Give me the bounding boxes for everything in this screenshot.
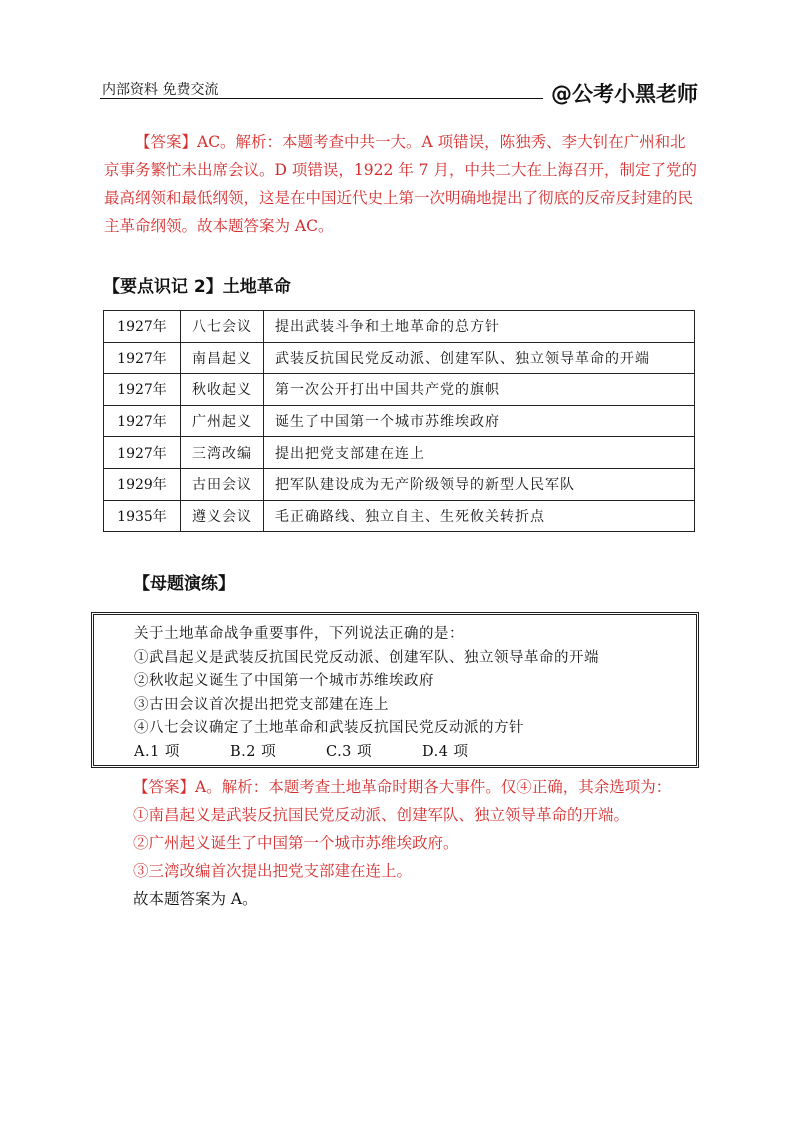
- year-cell: 1927年: [104, 437, 181, 469]
- description-cell: 武装反抗国民党反动派、创建军队、独立领导革命的开端: [264, 342, 695, 374]
- description-cell: 把军队建设成为无产阶级领导的新型人民军队: [264, 468, 695, 500]
- answer-explanation-2: [133, 773, 713, 913]
- answer1-line: 主革命纲领。故本题答案为 AC。: [104, 217, 334, 235]
- table-row: [104, 500, 695, 532]
- option-b: B.2 项: [230, 743, 277, 760]
- section-title-practice: 【母题演练】: [133, 574, 235, 594]
- option-c: C.3 项: [326, 743, 373, 760]
- answer2-line: ①南昌起义是武装反抗国民党反动派、创建军队、独立领导革命的开端。: [133, 806, 630, 824]
- question-statement: ③古田会议首次提出把党支部建在连上: [134, 696, 389, 713]
- event-cell: 三湾改编: [181, 437, 264, 469]
- description-cell: 第一次公开打出中国共产党的旗帜: [264, 374, 695, 406]
- event-cell: 遵义会议: [181, 500, 264, 532]
- answer1-line: 京事务繁忙未出席会议。D 项错误，1922 年 7 月，中共二大在上海召开，制定了党的: [104, 161, 697, 179]
- year-cell: 1929年: [104, 468, 181, 500]
- event-cell: 秋收起义: [181, 374, 264, 406]
- option-d: D.4 项: [422, 743, 469, 760]
- option-a: A.1 项: [134, 743, 180, 760]
- header-rule: [100, 98, 543, 99]
- question-stem: 关于土地革命战争重要事件，下列说法正确的是：: [134, 626, 464, 642]
- answer1-line: 【答案】AC。解析：本题考查中共一大。A 项错误，陈独秀、李大钊在广州和北: [135, 133, 686, 151]
- event-cell: 八七会议: [181, 311, 264, 343]
- question-content: [134, 623, 599, 764]
- question-statement: ①武昌起义是武装反抗国民党反动派、创建军队、独立领导革命的开端: [134, 649, 599, 666]
- events-table: [103, 310, 695, 532]
- table-row: [104, 374, 695, 406]
- year-cell: 1927年: [104, 342, 181, 374]
- table-row: [104, 311, 695, 343]
- year-cell: 1927年: [104, 405, 181, 437]
- question-box: [91, 612, 699, 768]
- answer-explanation-1: [104, 128, 700, 240]
- answer2-conclusion: 故本题答案为 A。: [133, 890, 258, 908]
- description-cell: 提出把党支部建在连上: [264, 437, 695, 469]
- question-statement: ②秋收起义诞生了中国第一个城市苏维埃政府: [134, 673, 434, 689]
- table-row: [104, 342, 695, 374]
- answer2-line: ③三湾改编首次提出把党支部建在连上。: [133, 862, 413, 880]
- section-title-key-points: 【要点识记 2】土地革命: [103, 277, 291, 297]
- table-row: [104, 437, 695, 469]
- header-left-text: 内部资料 免费交流: [102, 82, 219, 98]
- year-cell: 1927年: [104, 374, 181, 406]
- year-cell: 1927年: [104, 311, 181, 343]
- table-row: [104, 405, 695, 437]
- description-cell: 毛正确路线、独立自主、生死攸关转折点: [264, 500, 695, 532]
- header-right-text: @公考小黑老师: [551, 82, 698, 106]
- answer2-line: ②广州起义诞生了中国第一个城市苏维埃政府。: [133, 834, 459, 852]
- event-cell: 南昌起义: [181, 342, 264, 374]
- description-cell: 诞生了中国第一个城市苏维埃政府: [264, 405, 695, 437]
- description-cell: 提出武装斗争和土地革命的总方针: [264, 311, 695, 343]
- year-cell: 1935年: [104, 500, 181, 532]
- answer-options: [134, 741, 599, 765]
- event-cell: 古田会议: [181, 468, 264, 500]
- question-statement: ④八七会议确定了土地革命和武装反抗国民党反动派的方针: [134, 720, 524, 736]
- table-row: [104, 468, 695, 500]
- answer2-line: 【答案】A。解析：本题考查土地革命时期各大事件。仅④正确，其余选项为：: [133, 778, 672, 796]
- answer1-line: 最高纲领和最低纲领，这是在中国近代史上第一次明确地提出了彻底的反帝反封建的民: [104, 189, 694, 207]
- event-cell: 广州起义: [181, 405, 264, 437]
